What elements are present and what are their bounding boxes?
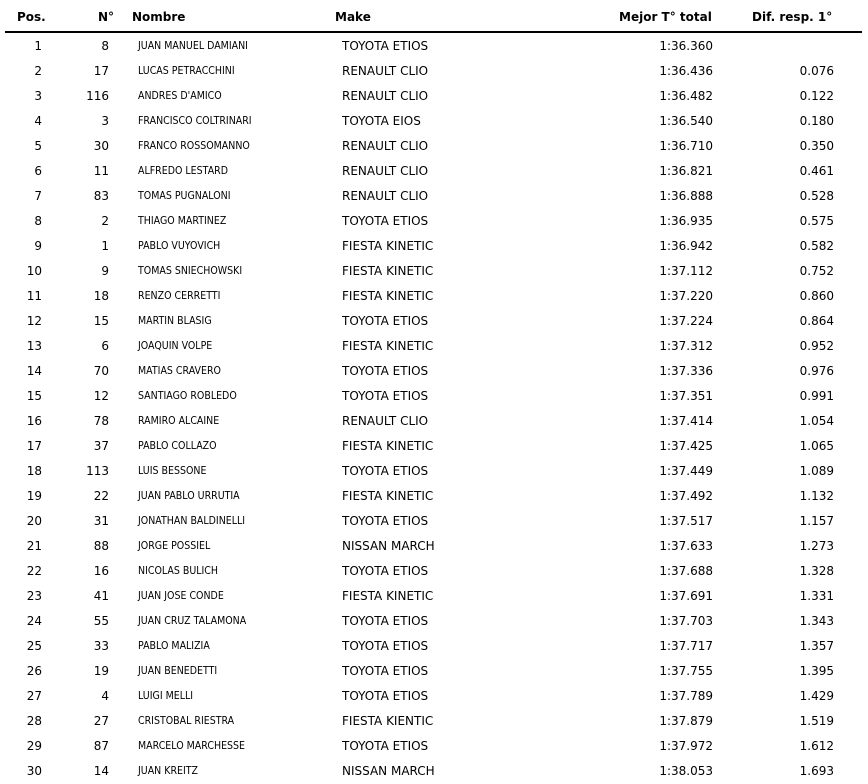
cell-name: JUAN PABLO URRUTIA xyxy=(138,490,240,502)
table-row xyxy=(0,509,868,534)
cell-number: 6 xyxy=(101,339,109,353)
cell-make: TOYOTA ETIOS xyxy=(342,389,429,403)
cell-difference: 1.065 xyxy=(799,439,834,453)
table-row xyxy=(0,159,868,184)
cell-difference: 0.122 xyxy=(799,89,834,103)
cell-make: RENAULT CLIO xyxy=(342,189,429,203)
cell-best-time: 1:36.821 xyxy=(659,164,713,178)
cell-pos: 5 xyxy=(34,139,42,153)
cell-difference: 1.054 xyxy=(799,414,834,428)
cell-best-time: 1:36.710 xyxy=(659,139,713,153)
table-row xyxy=(0,209,868,234)
cell-best-time: 1:37.414 xyxy=(659,414,713,428)
cell-number: 22 xyxy=(93,489,109,503)
cell-difference: 1.693 xyxy=(799,764,834,778)
cell-name: RENZO CERRETTI xyxy=(138,290,221,302)
cell-make: FIESTA KINETIC xyxy=(342,489,434,503)
header-difference: Dif. resp. 1° xyxy=(752,10,833,24)
table-row xyxy=(0,484,868,509)
cell-best-time: 1:37.691 xyxy=(659,589,713,603)
cell-number: 87 xyxy=(93,739,109,753)
cell-name: TOMAS SNIECHOWSKI xyxy=(138,265,243,277)
cell-difference: 1.519 xyxy=(799,714,834,728)
cell-difference: 1.132 xyxy=(799,489,834,503)
table-row xyxy=(0,334,868,359)
cell-name: LUIS BESSONE xyxy=(138,465,207,477)
header-make: Make xyxy=(335,10,371,24)
cell-best-time: 1:36.888 xyxy=(659,189,713,203)
cell-make: TOYOTA ETIOS xyxy=(342,689,429,703)
cell-best-time: 1:37.633 xyxy=(659,539,713,553)
table-row xyxy=(0,609,868,634)
cell-difference: 0.575 xyxy=(799,214,834,228)
cell-make: FIESTA KINETIC xyxy=(342,264,434,278)
cell-make: RENAULT CLIO xyxy=(342,414,429,428)
cell-difference: 1.429 xyxy=(799,689,834,703)
cell-name: MARCELO MARCHESSE xyxy=(138,740,246,752)
cell-difference: 0.528 xyxy=(799,189,834,203)
table-row xyxy=(0,634,868,659)
cell-name: PABLO MALIZIA xyxy=(138,640,210,652)
cell-number: 30 xyxy=(93,139,109,153)
cell-make: TOYOTA ETIOS xyxy=(342,39,429,53)
cell-pos: 6 xyxy=(34,164,42,178)
table-row xyxy=(0,659,868,684)
cell-difference: 1.612 xyxy=(799,739,834,753)
table-row xyxy=(0,284,868,309)
cell-number: 18 xyxy=(93,289,109,303)
cell-name: JUAN KREITZ xyxy=(138,765,199,777)
cell-best-time: 1:37.351 xyxy=(659,389,713,403)
cell-difference: 1.157 xyxy=(799,514,834,528)
cell-best-time: 1:37.755 xyxy=(659,664,713,678)
cell-make: FIESTA KINETIC xyxy=(342,239,434,253)
cell-number: 15 xyxy=(93,314,109,328)
cell-number: 2 xyxy=(101,214,109,228)
cell-name: PABLO VUYOVICH xyxy=(138,240,221,252)
cell-difference: 0.991 xyxy=(799,389,834,403)
cell-make: TOYOTA ETIOS xyxy=(342,514,429,528)
cell-make: FIESTA KINETIC xyxy=(342,589,434,603)
cell-number: 116 xyxy=(86,89,109,103)
cell-number: 31 xyxy=(93,514,109,528)
cell-name: MARTIN BLASIG xyxy=(138,315,212,327)
cell-best-time: 1:36.935 xyxy=(659,214,713,228)
cell-pos: 17 xyxy=(26,439,42,453)
table-row xyxy=(0,559,868,584)
cell-make: TOYOTA ETIOS xyxy=(342,739,429,753)
cell-name: NICOLAS BULICH xyxy=(138,565,219,577)
cell-pos: 3 xyxy=(34,89,42,103)
cell-best-time: 1:37.312 xyxy=(659,339,713,353)
cell-pos: 11 xyxy=(26,289,42,303)
cell-pos: 7 xyxy=(34,189,42,203)
cell-best-time: 1:37.336 xyxy=(659,364,713,378)
cell-difference: 0.752 xyxy=(799,264,834,278)
table-row xyxy=(0,59,868,84)
cell-number: 19 xyxy=(93,664,109,678)
cell-pos: 10 xyxy=(26,264,42,278)
cell-make: TOYOTA ETIOS xyxy=(342,364,429,378)
cell-make: FIESTA KINETIC xyxy=(342,289,434,303)
cell-name: ALFREDO LESTARD xyxy=(138,165,229,177)
cell-name: JUAN JOSE CONDE xyxy=(138,590,224,602)
cell-pos: 26 xyxy=(26,664,42,678)
cell-pos: 24 xyxy=(26,614,42,628)
cell-difference: 0.864 xyxy=(799,314,834,328)
cell-pos: 20 xyxy=(26,514,42,528)
table-row xyxy=(0,409,868,434)
cell-number: 9 xyxy=(101,264,109,278)
cell-best-time: 1:37.972 xyxy=(659,739,713,753)
cell-number: 1 xyxy=(101,239,109,253)
cell-make: NISSAN MARCH xyxy=(342,764,435,778)
header-number: N° xyxy=(98,10,115,24)
table-row xyxy=(0,309,868,334)
cell-difference: 0.860 xyxy=(799,289,834,303)
cell-pos: 2 xyxy=(34,64,42,78)
cell-number: 33 xyxy=(93,639,109,653)
cell-name: JORGE POSSIEL xyxy=(138,540,211,552)
cell-best-time: 1:37.449 xyxy=(659,464,713,478)
cell-name: FRANCO ROSSOMANNO xyxy=(138,140,250,152)
cell-name: MATIAS CRAVERO xyxy=(138,365,221,377)
cell-name: JUAN BENEDETTI xyxy=(138,665,218,677)
cell-best-time: 1:37.517 xyxy=(659,514,713,528)
table-body xyxy=(0,34,868,784)
header-divider xyxy=(5,31,862,33)
cell-difference: 1.331 xyxy=(799,589,834,603)
cell-make: RENAULT CLIO xyxy=(342,64,429,78)
cell-best-time: 1:37.717 xyxy=(659,639,713,653)
cell-number: 88 xyxy=(93,539,109,553)
cell-make: TOYOTA ETIOS xyxy=(342,614,429,628)
cell-make: RENAULT CLIO xyxy=(342,139,429,153)
cell-difference: 0.076 xyxy=(799,64,834,78)
cell-best-time: 1:37.789 xyxy=(659,689,713,703)
table-row xyxy=(0,434,868,459)
table-row xyxy=(0,359,868,384)
cell-name: JUAN CRUZ TALAMONA xyxy=(138,615,247,627)
cell-make: TOYOTA ETIOS xyxy=(342,314,429,328)
cell-difference: 1.273 xyxy=(799,539,834,553)
header-best-time: Mejor T° total xyxy=(619,10,712,24)
cell-best-time: 1:38.053 xyxy=(659,764,713,778)
cell-make: TOYOTA EIOS xyxy=(342,114,421,128)
cell-pos: 14 xyxy=(26,364,42,378)
cell-make: RENAULT CLIO xyxy=(342,89,429,103)
table-row xyxy=(0,684,868,709)
cell-number: 113 xyxy=(86,464,109,478)
cell-difference: 1.343 xyxy=(799,614,834,628)
cell-make: TOYOTA ETIOS xyxy=(342,639,429,653)
cell-pos: 29 xyxy=(26,739,42,753)
cell-make: TOYOTA ETIOS xyxy=(342,564,429,578)
cell-name: TOMAS PUGNALONI xyxy=(138,190,231,202)
cell-pos: 23 xyxy=(26,589,42,603)
cell-pos: 27 xyxy=(26,689,42,703)
cell-name: THIAGO MARTINEZ xyxy=(138,215,227,227)
cell-pos: 15 xyxy=(26,389,42,403)
header-pos: Pos. xyxy=(17,10,46,24)
cell-make: FIESTA KIENTIC xyxy=(342,714,434,728)
cell-pos: 30 xyxy=(26,764,42,778)
cell-pos: 9 xyxy=(34,239,42,253)
cell-number: 78 xyxy=(93,414,109,428)
cell-difference: 0.350 xyxy=(799,139,834,153)
table-row xyxy=(0,734,868,759)
cell-name: LUIGI MELLI xyxy=(138,690,194,702)
table-row xyxy=(0,534,868,559)
table-row xyxy=(0,84,868,109)
cell-difference: 1.328 xyxy=(799,564,834,578)
cell-number: 55 xyxy=(93,614,109,628)
cell-number: 8 xyxy=(101,39,109,53)
cell-best-time: 1:37.492 xyxy=(659,489,713,503)
cell-pos: 18 xyxy=(26,464,42,478)
cell-pos: 8 xyxy=(34,214,42,228)
table-row xyxy=(0,184,868,209)
table-row xyxy=(0,259,868,284)
cell-make: TOYOTA ETIOS xyxy=(342,664,429,678)
cell-name: FRANCISCO COLTRINARI xyxy=(138,115,252,127)
cell-name: LUCAS PETRACCHINI xyxy=(138,65,235,77)
cell-name: JONATHAN BALDINELLI xyxy=(138,515,246,527)
table-row xyxy=(0,234,868,259)
cell-difference: 1.089 xyxy=(799,464,834,478)
table-row xyxy=(0,384,868,409)
cell-pos: 28 xyxy=(26,714,42,728)
cell-difference: 0.582 xyxy=(799,239,834,253)
cell-difference: 0.461 xyxy=(799,164,834,178)
cell-name: RAMIRO ALCAINE xyxy=(138,415,220,427)
header-name: Nombre xyxy=(132,10,186,24)
table-row xyxy=(0,709,868,734)
cell-pos: 12 xyxy=(26,314,42,328)
cell-name: JUAN MANUEL DAMIANI xyxy=(138,40,248,52)
cell-make: NISSAN MARCH xyxy=(342,539,435,553)
table-row xyxy=(0,34,868,59)
cell-best-time: 1:36.482 xyxy=(659,89,713,103)
cell-number: 12 xyxy=(93,389,109,403)
cell-number: 4 xyxy=(101,689,109,703)
cell-best-time: 1:37.112 xyxy=(659,264,713,278)
cell-pos: 25 xyxy=(26,639,42,653)
cell-number: 27 xyxy=(93,714,109,728)
cell-name: JOAQUIN VOLPE xyxy=(138,340,213,352)
cell-make: FIESTA KINETIC xyxy=(342,339,434,353)
cell-pos: 21 xyxy=(26,539,42,553)
cell-pos: 19 xyxy=(26,489,42,503)
table-row xyxy=(0,109,868,134)
cell-difference: 1.357 xyxy=(799,639,834,653)
cell-pos: 22 xyxy=(26,564,42,578)
cell-make: TOYOTA ETIOS xyxy=(342,464,429,478)
cell-number: 14 xyxy=(93,764,109,778)
cell-number: 11 xyxy=(93,164,109,178)
table-row xyxy=(0,459,868,484)
cell-make: RENAULT CLIO xyxy=(342,164,429,178)
cell-difference: 0.180 xyxy=(799,114,834,128)
cell-name: PABLO COLLAZO xyxy=(138,440,217,452)
cell-best-time: 1:37.688 xyxy=(659,564,713,578)
cell-number: 70 xyxy=(93,364,109,378)
cell-best-time: 1:37.224 xyxy=(659,314,713,328)
cell-difference: 0.976 xyxy=(799,364,834,378)
cell-best-time: 1:37.703 xyxy=(659,614,713,628)
cell-number: 41 xyxy=(93,589,109,603)
cell-number: 16 xyxy=(93,564,109,578)
table-row xyxy=(0,759,868,784)
cell-pos: 16 xyxy=(26,414,42,428)
cell-name: SANTIAGO ROBLEDO xyxy=(138,390,237,402)
cell-best-time: 1:36.540 xyxy=(659,114,713,128)
table-row xyxy=(0,584,868,609)
cell-difference: 0.952 xyxy=(799,339,834,353)
cell-number: 3 xyxy=(101,114,109,128)
cell-number: 37 xyxy=(93,439,109,453)
cell-difference: 1.395 xyxy=(799,664,834,678)
cell-best-time: 1:37.425 xyxy=(659,439,713,453)
table-row xyxy=(0,134,868,159)
cell-best-time: 1:37.879 xyxy=(659,714,713,728)
cell-make: TOYOTA ETIOS xyxy=(342,214,429,228)
cell-pos: 1 xyxy=(34,39,42,53)
cell-best-time: 1:36.436 xyxy=(659,64,713,78)
cell-name: CRISTOBAL RIESTRA xyxy=(138,715,235,727)
cell-best-time: 1:36.360 xyxy=(659,39,713,53)
cell-pos: 4 xyxy=(34,114,42,128)
cell-number: 83 xyxy=(93,189,109,203)
cell-best-time: 1:36.942 xyxy=(659,239,713,253)
table-header xyxy=(0,0,868,34)
cell-make: FIESTA KINETIC xyxy=(342,439,434,453)
cell-best-time: 1:37.220 xyxy=(659,289,713,303)
cell-pos: 13 xyxy=(26,339,42,353)
cell-name: ANDRES D'AMICO xyxy=(138,90,222,102)
cell-number: 17 xyxy=(93,64,109,78)
